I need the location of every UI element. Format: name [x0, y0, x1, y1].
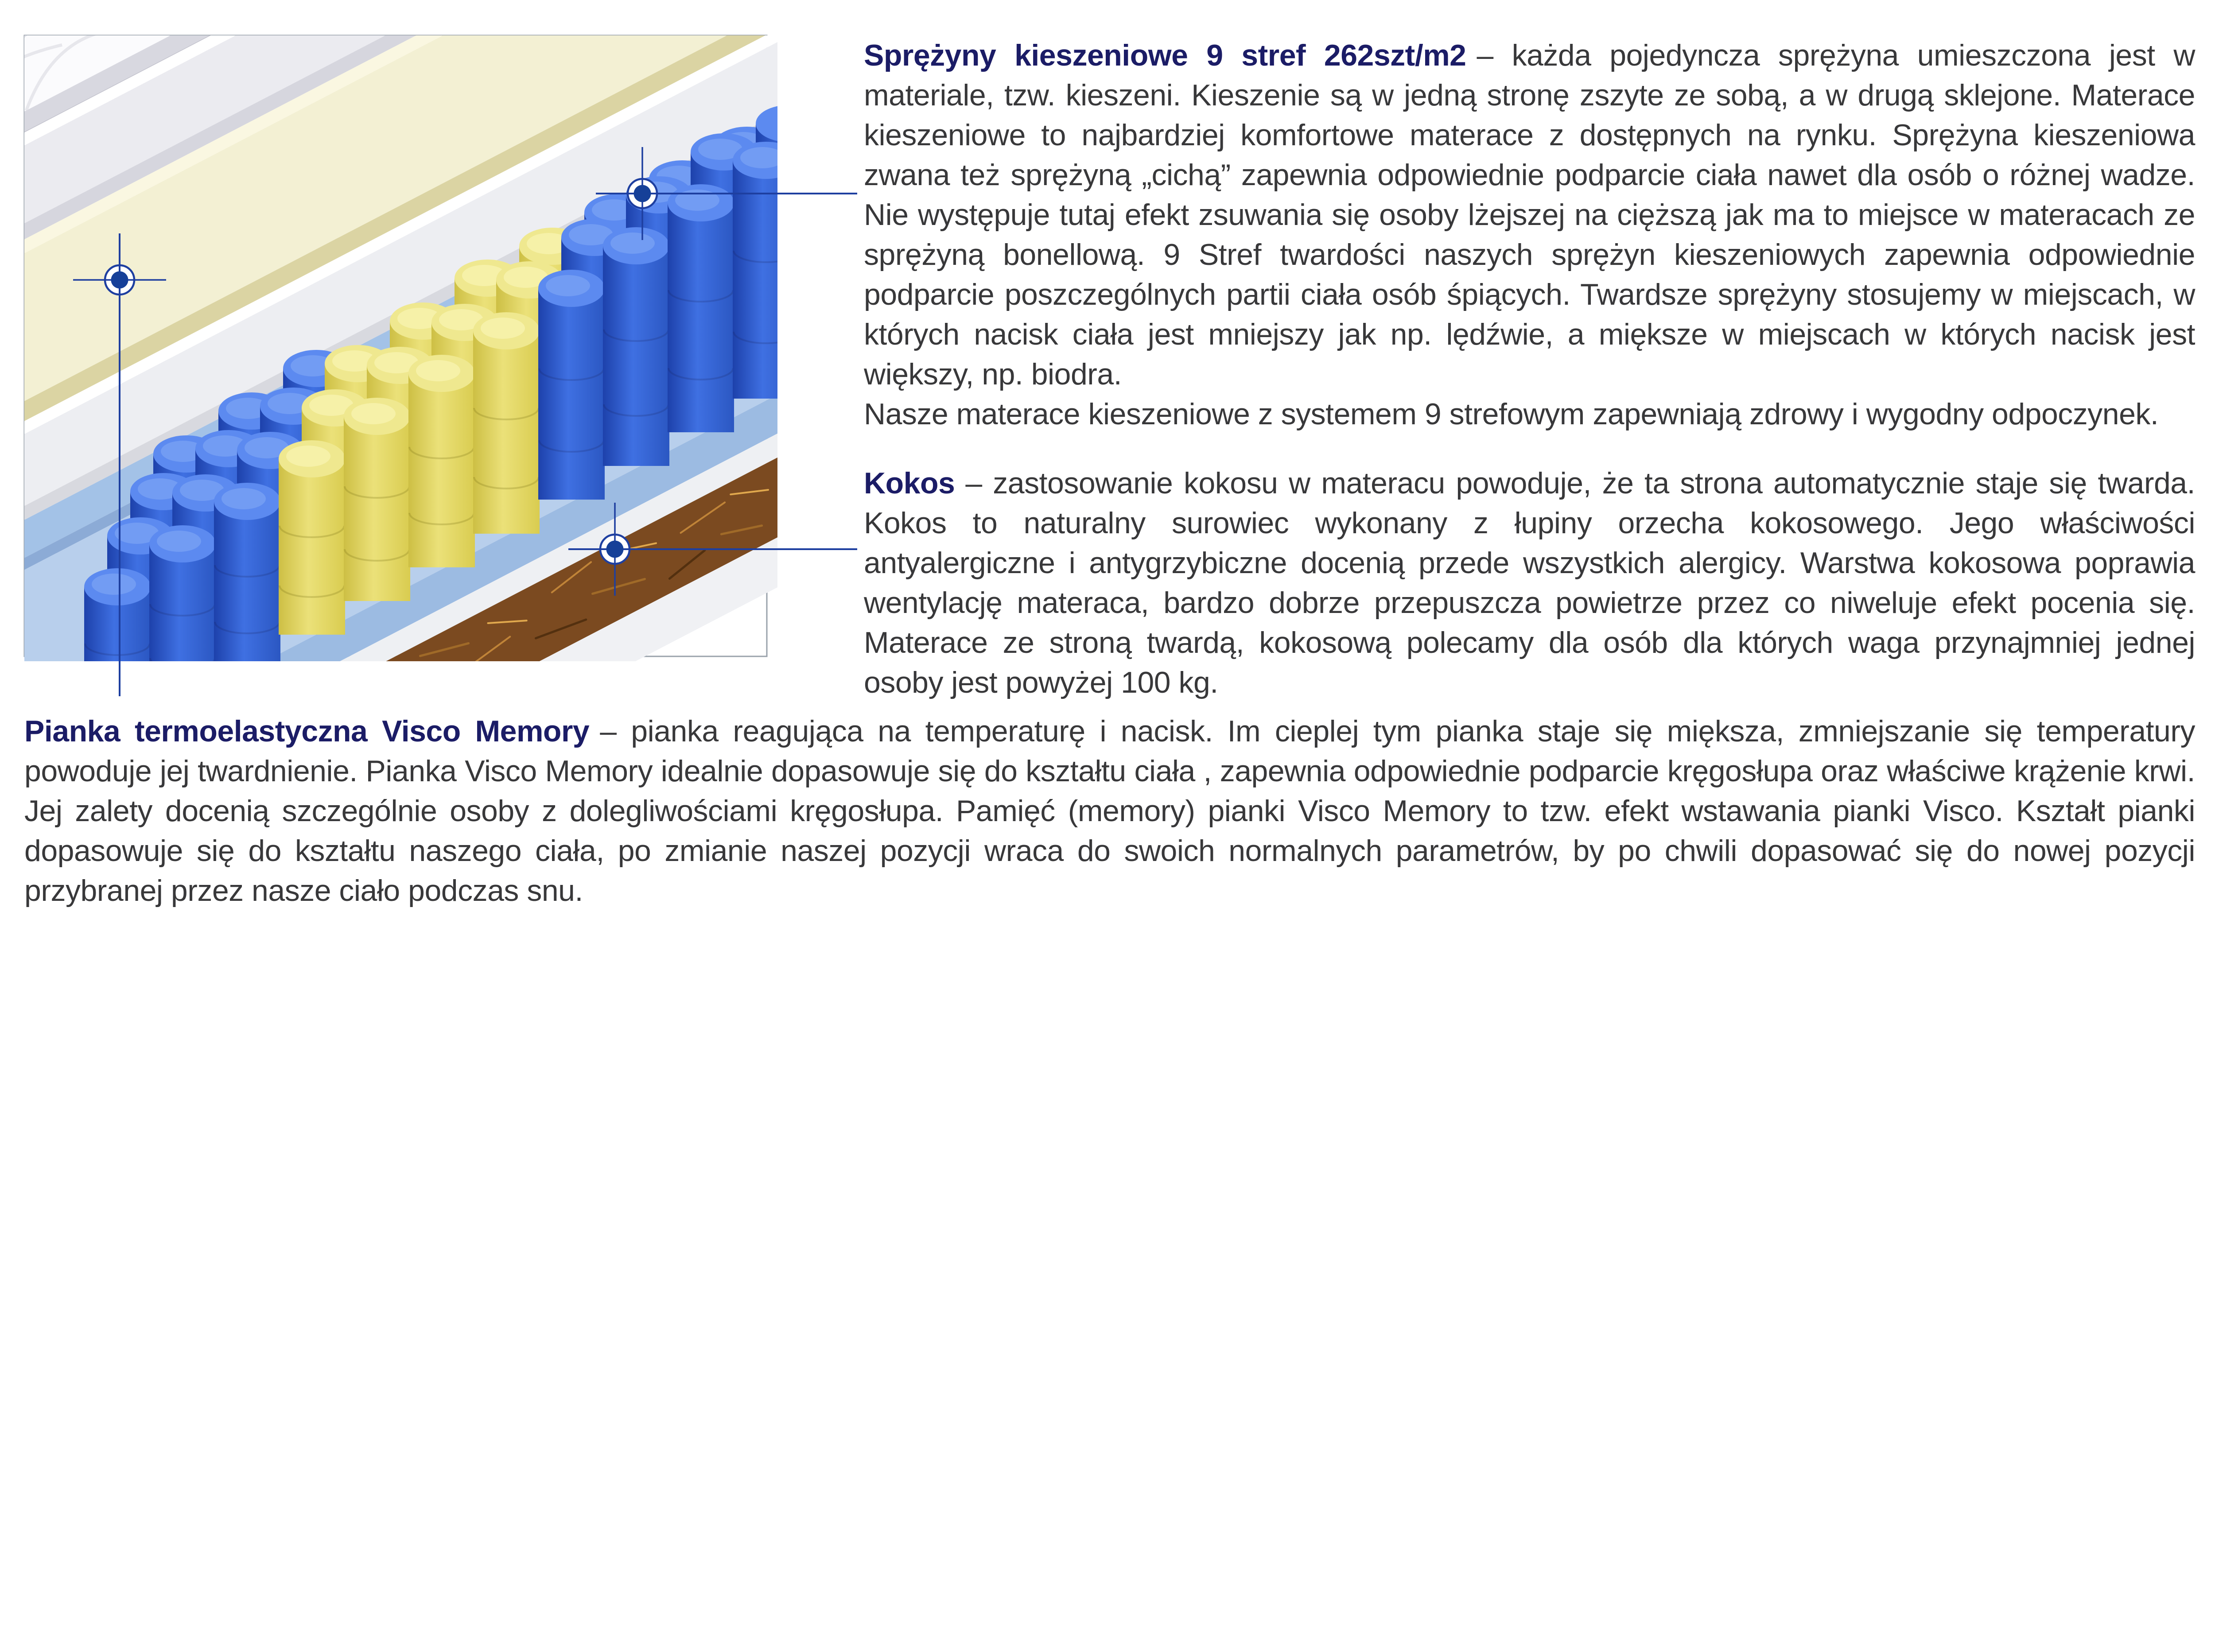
section-sprezyny-kieszeniowe	[864, 35, 2195, 434]
section-title-visco: Pianka termoelastyczna Visco Memory	[24, 714, 590, 748]
section-body-kokos: – zastosowanie kokosu w materacu powoduje, że ta strona automatycznie staje się twarda. Kokos to naturalny surowiec wykonany z łupiny orzecha kokosowego. Jego właściwości antyalergiczne i antygrzybiczne docenią przede wszystkich alergicy. Warstwa kokosowa poprawia wentylację materaca, bardzo dobrze przepuszcza powietrze przez co niweluje efekt pocenia się. Materace ze stroną twardą, kokosową polecamy dla osób dla których waga przynajmniej jednej osoby jest powyżej 100 kg.	[864, 466, 2195, 699]
section-kokos	[864, 463, 2195, 702]
section-body-sprezyny: – każda pojedyncza sprężyna umieszczona jest w materiale, tzw. kieszeni. Kieszenie są w jedną stronę zszyte ze sobą, a w drugą sklejone. Materace kieszeniowe to najbardziej komfortowe materace z dostępnych na rynku. Sprężyna kieszeniowa zwana też sprężyną „cichą” zapewnia odpowiednie podparcie ciała nawet dla osób o różnej wadze. Nie występuje tutaj efekt zsuwania się osoby lżejszej na cięższą jak ma to miejsce w materacach ze sprężyną bonellową. 9 Stref twardości naszych sprężyn kieszeniowych zapewnia odpowiednie podparcie poszczególnych partii ciała osób śpiących. Twardsze sprężyny stosujemy w miejscach, w których nacisk ciała jest mniejszy jak np. lędźwie, a miększe w miejscach w których nacisk jest większy, np. biodra.	[864, 39, 2195, 391]
section-pianka-visco	[24, 711, 2195, 911]
section-body2-sprezyny: Nasze materace kieszeniowe z systemem 9 strefowym zapewniają zdrowy i wygodny odpoczynek.	[864, 397, 2159, 431]
section-body-visco: – pianka reagująca na temperaturę i nacisk. Im cieplej tym pianka staje się miększa, zmniejszanie się temperatury powoduje jej twardnienie. Pianka Visco Memory idealnie dopasowuje się do kształtu ciała , zapewnia odpowiednie podparcie kręgosłupa oraz właściwe krążenie krwi. Jej zalety docenią szczególnie osoby z dolegliwościami kręgosłupa. Pamięć (memory) pianki Visco Memory to tzw. efekt wstawania pianki Visco. Kształt pianki dopasowuje się do kształtu naszego ciała, po zmianie naszej pozycji wraca do swoich normalnych parametrów, by po chwili dopasować się do nowej pozycji przybranej przez nasze ciało podczas snu.	[24, 714, 2195, 907]
mattress-cutaway-diagram	[0, 0, 882, 753]
section-title-kokos: Kokos	[864, 466, 955, 500]
section-title-sprezyny: Sprężyny kieszeniowe 9 stref 262szt/m2	[864, 39, 1466, 72]
